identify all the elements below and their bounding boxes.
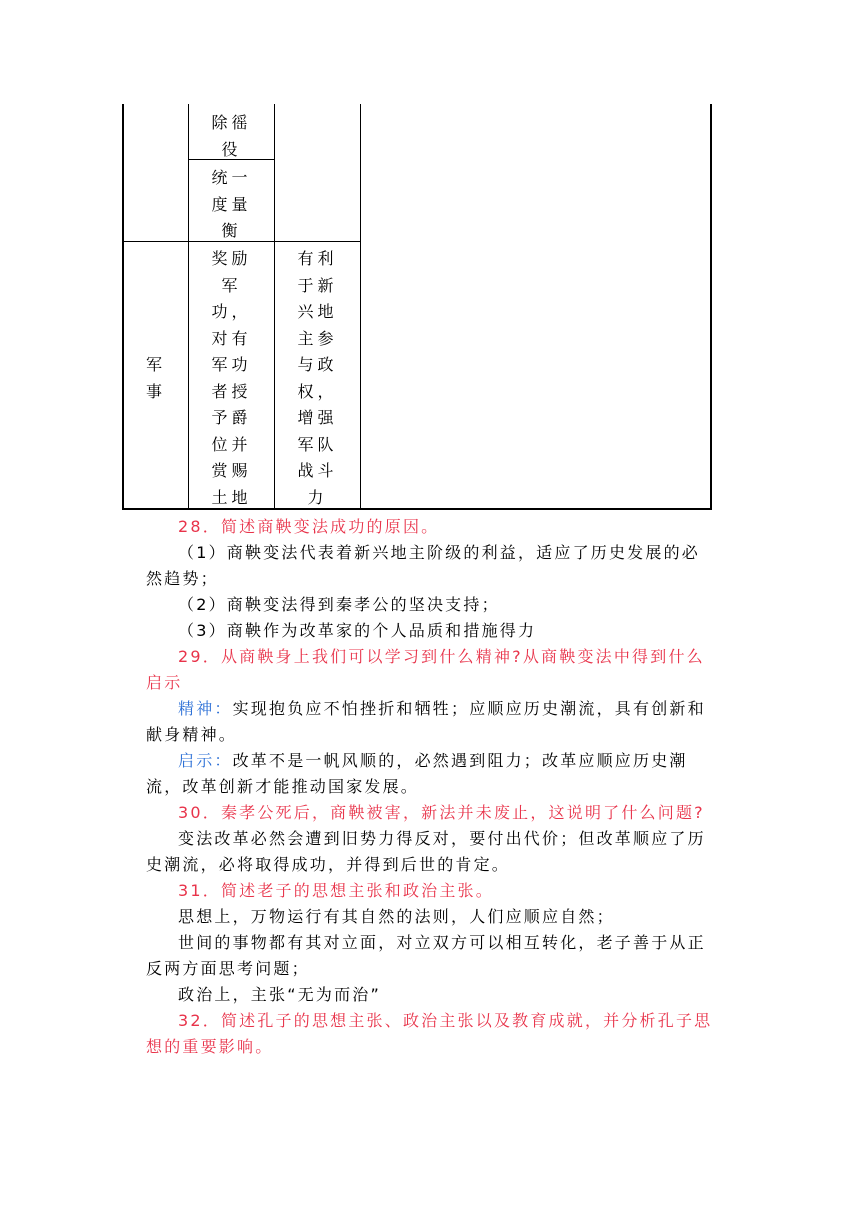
question-31: 31．简述老子的思想主张和政治主张。 bbox=[178, 881, 494, 900]
answer-31-1: 思想上，万物运行有其自然的法则，人们应顺应自然； bbox=[178, 907, 615, 926]
table-left-border bbox=[122, 104, 124, 510]
question-32: 32．简述孔子的思想主张、政治主张以及教育成就，并分析孔子思想的重要影响。 bbox=[146, 1011, 713, 1056]
table-cell-field: 军 事 bbox=[145, 355, 166, 401]
qa-section bbox=[146, 514, 714, 1060]
table-cell-effect: 有利 于新 兴地 主参 与政 权， 增强 军队 战斗 力 bbox=[297, 249, 338, 507]
table-col-divider bbox=[360, 104, 361, 510]
insight-text: 改革不是一帆风顺的，必然遇到阻力；改革应顺应历史潮流，改革创新才能推动国家发展。 bbox=[146, 751, 688, 796]
question-30: 30．秦孝公死后，商鞅被害，新法并未废止，这说明了什么问题? bbox=[178, 803, 705, 822]
answer-28-1: （1）商鞅变法代表着新兴地主阶级的利益，适应了历史发展的必然趋势； bbox=[146, 543, 700, 588]
answer-28-3: （3）商鞅作为改革家的个人品质和措施得力 bbox=[178, 621, 537, 640]
answer-31-2: 世间的事物都有其对立面，对立双方可以相互转化，老子善于从正反两方面思考问题； bbox=[146, 933, 706, 978]
answer-29-spirit bbox=[146, 696, 714, 748]
spirit-label: 精神： bbox=[178, 699, 233, 718]
question-28: 28．简述商鞅变法成功的原因。 bbox=[178, 517, 440, 536]
question-29: 29．从商鞅身上我们可以学习到什么精神?从商鞅变法中得到什么启示 bbox=[146, 647, 705, 692]
table-cell-measure: 奖励 军 功， 对有 军功 者授 予爵 位并 赏赐 土地 bbox=[211, 249, 252, 507]
table-right-border bbox=[710, 104, 712, 510]
answer-29-insight bbox=[146, 748, 714, 800]
answer-30: 变法改革必然会遭到旧势力得反对，要付出代价；但改革顺应了历史潮流，必将取得成功，并得到后世的肯定。 bbox=[146, 829, 706, 874]
table-cell-measure: 除徭 役 bbox=[211, 113, 252, 159]
table-cell-measure: 统一 度量 衡 bbox=[211, 168, 252, 240]
answer-28-2: （2）商鞅变法得到秦孝公的坚决支持； bbox=[178, 595, 500, 614]
insight-label: 启示： bbox=[178, 751, 233, 770]
spirit-text: 实现抱负应不怕挫折和牺牲；应顺应历史潮流，具有创新和献身精神。 bbox=[146, 699, 706, 744]
answer-31-3: 政治上，主张“无为而治” bbox=[178, 985, 381, 1004]
